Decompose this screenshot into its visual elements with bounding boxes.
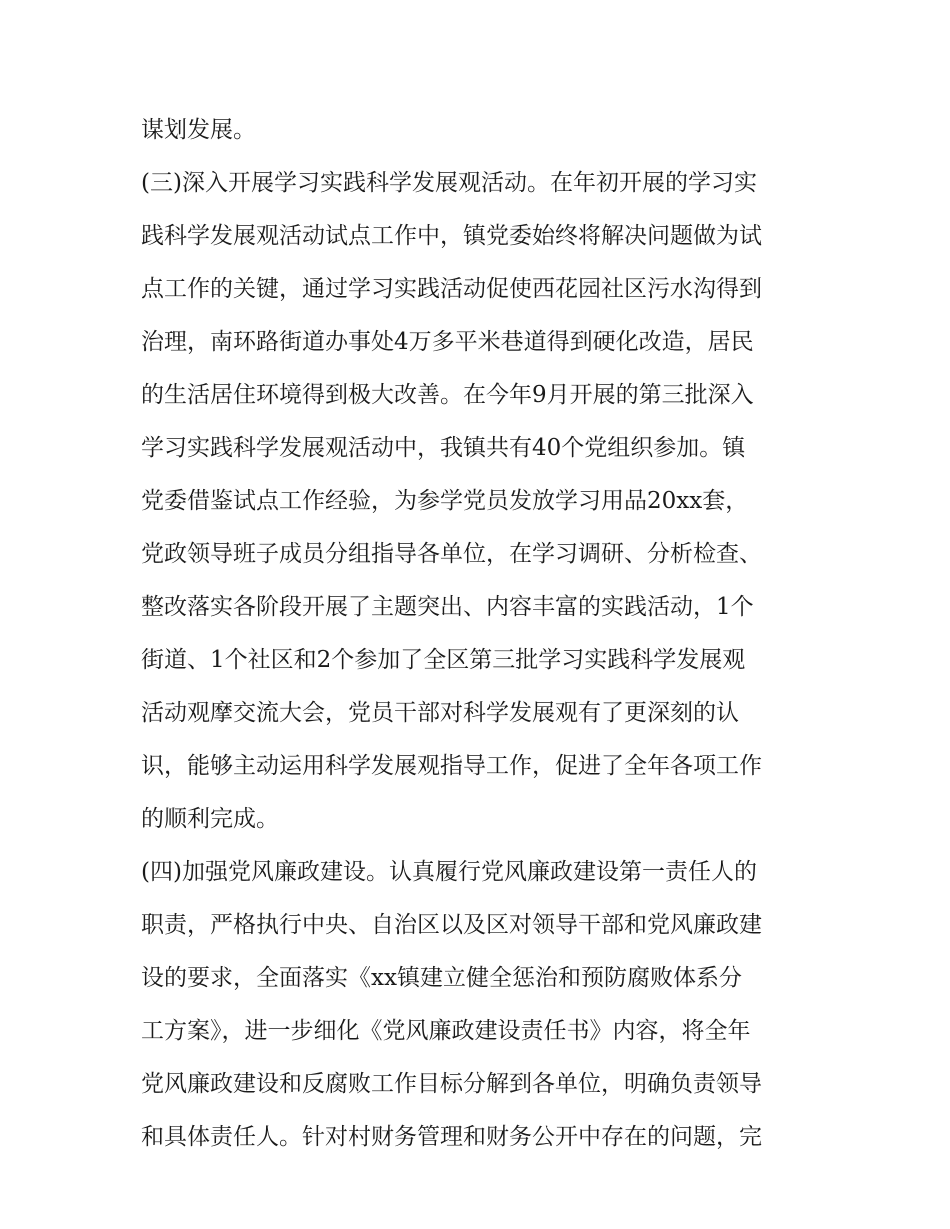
text-line: 谋划发展。 — [141, 117, 256, 143]
text-line: 和具体责任人。针对村财务管理和财务公开中存在的问题，完 — [141, 1124, 762, 1150]
text-line: 整改落实各阶段开展了主题突出、内容丰富的实践活动，1个 — [141, 594, 754, 620]
text-line: 党风廉政建设和反腐败工作目标分解到各单位，明确负责领导 — [141, 1071, 762, 1097]
text-line: 街道、1个社区和2个参加了全区第三批学习实践科学发展观 — [141, 647, 746, 673]
text-line: 工方案》，进一步细化《党风廉政建设责任书》内容，将全年 — [141, 1018, 751, 1044]
text-line: 点工作的关键，通过学习实践活动促使西花园社区污水沟得到 — [141, 276, 762, 302]
text-line: 设的要求，全面落实《xx镇建立健全惩治和预防腐败体系分 — [141, 965, 742, 991]
text-line: (三)深入开展学习实践科学发展观活动。在年初开展的学习实 — [141, 170, 757, 196]
text-line: (四)加强党风廉政建设。认真履行党风廉政建设第一责任人的 — [141, 859, 757, 885]
text-line: 识，能够主动运用科学发展观指导工作，促进了全年各项工作 — [141, 753, 762, 779]
text-line: 党委借鉴试点工作经验，为参学党员发放学习用品20xx套， — [141, 488, 749, 514]
text-line: 治理，南环路街道办事处4万多平米巷道得到硬化改造，居民 — [141, 329, 754, 355]
text-line: 学习实践科学发展观活动中，我镇共有40个党组织参加。镇 — [141, 435, 746, 461]
text-line: 活动观摩交流大会，党员干部对科学发展观有了更深刻的认 — [141, 700, 739, 726]
text-line: 职责，严格执行中央、自治区以及区对领导干部和党风廉政建 — [141, 912, 762, 938]
body-text — [141, 104, 816, 1164]
text-line: 践科学发展观活动试点工作中，镇党委始终将解决问题做为试 — [141, 223, 762, 249]
text-line: 的生活居住环境得到极大改善。在今年9月开展的第三批深入 — [141, 382, 754, 408]
text-line: 的顺利完成。 — [141, 806, 279, 832]
text-line: 党政领导班子成员分组指导各单位，在学习调研、分析检查、 — [141, 541, 762, 567]
